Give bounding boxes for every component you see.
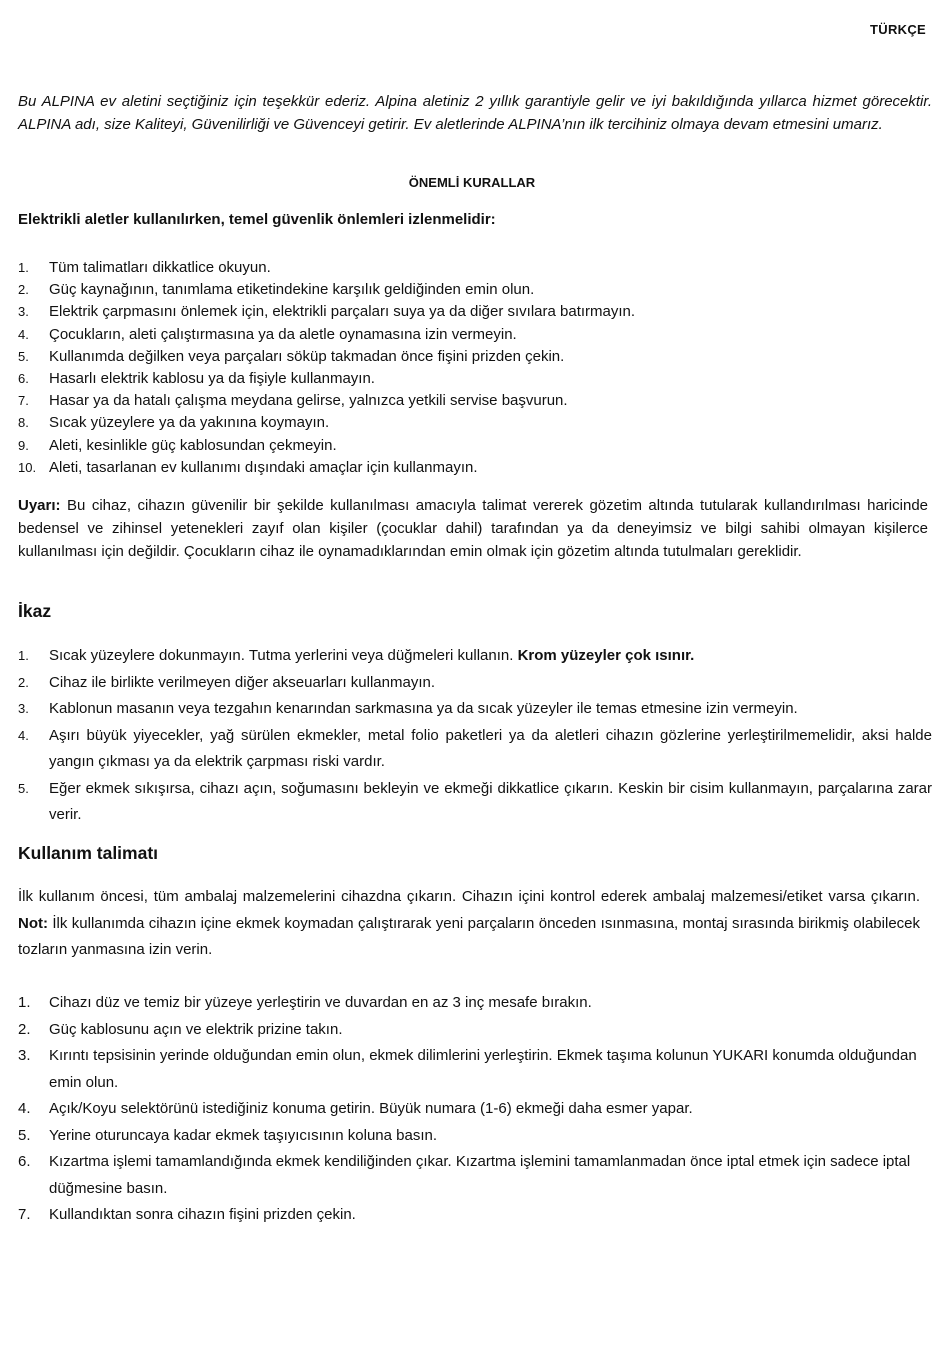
item-text: Cihazı düz ve temiz bir yüzeye yerleştirin ve duvardan en az 3 inç mesafe bırakın. [49, 994, 592, 1011]
list-item [18, 368, 932, 390]
item-text: Açık/Koyu selektörünü istediğiniz konuma getirin. Büyük numara (1-6) ekmeği daha esmer yapar. [49, 1100, 693, 1117]
ikaz-heading: İkaz [18, 601, 52, 621]
ikaz-list [18, 643, 932, 829]
item-text: Kırıntı tepsisinin yerinde olduğundan emin olun, ekmek dilimlerini yerleştirin. Ekmek taşıma kolunun YUKARI konumda olduğundan emin olun. [49, 1047, 917, 1091]
list-item [18, 643, 932, 670]
item-text: Cihaz ile birlikte verilmeyen diğer akseuarları kullanmayın. [49, 673, 435, 691]
list-item [18, 723, 932, 776]
item-number: 7. [18, 1206, 31, 1223]
item-text-bold: Krom yüzeyler çok ısınır. [517, 647, 695, 664]
warning-label: Uyarı: [18, 497, 61, 514]
item-text: Kızartma işlemi tamamlandığında ekmek kendiliğinden çıkar. Kızartma işlemini tamamlanmadan önce iptal etmek için sadece iptal düğmesine basın. [49, 1153, 911, 1197]
item-text: Kablonun masanın veya tezgahın kenarından sarkmasına ya da sıcak yüzeyler ile temas etmesine izin vermeyin. [49, 700, 798, 717]
list-item [18, 1123, 932, 1150]
item-text: Aleti, kesinlikle güç kablosundan çekmeyin. [49, 436, 337, 454]
list-item [18, 390, 932, 412]
item-number: 2. [18, 674, 29, 690]
item-text: Kullanımda değilken veya parçaları söküp takmadan önce fişini prizden çekin. [49, 347, 565, 365]
item-text: Eğer ekmek sıkışırsa, cihazı açın, soğumasını bekleyin ve ekmeği dikkatlice çıkarın. Keskin bir cisim kullanmayın, parçalarına zarar verir. [49, 779, 932, 823]
item-number: 1. [18, 260, 29, 275]
warning-text: Bu cihaz, cihazın güvenilir bir şekilde kullanılması amacıyla talimat vererek gözetim altında tutularak kullandırılması haricinde bedensel ve zihinsel yetenekleri zayıf olan kişiler (çocuklar dahil) tarafından ya da deneyimsiz ve bilgi sahibi olmayan kişilerce kullanılması için değildir. Çocukların cihaz ile oynamadıklarından emin olmak için gözetim altında tutulmaları gereklidir. [18, 497, 928, 560]
item-number: 4. [18, 1100, 31, 1117]
intro-paragraph: Bu ALPINA ev aletini seçtiğiniz için teşekkür ederiz. Alpina aletiniz 2 yıllık garantiyle gelir ve iyi bakıldığında yıllarca hizmet görecektir. ALPINA adı, size Kaliteyi, Güvenilirliği ve Güvenceyi getirir. Ev aletlerinde ALPINA’nın ilk tercihiniz olmaya devam etmesini umarız. [18, 93, 932, 133]
item-number: 1. [18, 994, 31, 1011]
list-item [18, 412, 932, 434]
item-text: Kullandıktan sonra cihazın fişini prizden çekin. [49, 1206, 356, 1223]
note-label: Not: [18, 914, 48, 932]
item-number: 3. [18, 701, 29, 716]
item-number: 3. [18, 304, 29, 320]
item-number: 4. [18, 326, 29, 342]
usage-intro-before: İlk kullanım öncesi, tüm ambalaj malzemelerini cihazdna çıkarın. Cihazın içini kontrol ederek ambalaj malzemesi/etiket varsa çıkarın. [18, 888, 920, 905]
usage-intro-after: İlk kullanımda cihazın içine ekmek koymadan çalıştırarak yeni parçaların önceden ısınmasına, montaj sırasında birikmiş olabilecek tozların yanmasına izin verin. [18, 914, 920, 958]
list-item [18, 346, 932, 368]
item-number: 9. [18, 437, 29, 453]
list-item [18, 279, 932, 301]
warning-paragraph [18, 494, 928, 563]
list-item [18, 324, 932, 346]
item-text: Tüm talimatları dikkatlice okuyun. [49, 259, 271, 276]
item-number: 5. [18, 780, 29, 796]
list-item [18, 435, 932, 457]
item-text: Aşırı büyük yiyecekler, yağ sürülen ekmekler, metal folio paketleri ya da aletleri cihazın gözlerine yerleştirilmemelidir, aksi halde yangın çıkması ya da elektrik çarpması riski vardır. [49, 726, 932, 770]
item-number: 10. [18, 459, 37, 475]
list-item [18, 457, 932, 479]
usage-heading: Kullanım talimatı [18, 843, 159, 863]
list-item [18, 257, 932, 279]
list-item [18, 301, 932, 323]
item-number: 1. [18, 648, 29, 663]
item-text-regular: Sıcak yüzeylere dokunmayın. Tutma yerlerini veya düğmeleri kullanın. [49, 647, 518, 664]
list-item [18, 1043, 932, 1096]
list-item [18, 1017, 932, 1044]
rules-title: ÖNEMLİ KURALLAR [408, 175, 536, 190]
item-text [49, 643, 932, 670]
item-text: Aleti, tasarlanan ev kullanımı dışındaki amaçlar için kullanmayın. [49, 458, 478, 476]
item-number: 2. [18, 1020, 31, 1038]
list-item [18, 1149, 932, 1202]
list-item [18, 696, 932, 723]
item-number: 3. [18, 1047, 31, 1064]
item-number: 7. [18, 393, 29, 409]
list-item [18, 776, 932, 829]
item-text: Çocukların, aleti çalıştırmasına ya da aletle oynamasına izin vermeyin. [49, 325, 517, 343]
item-text: Elektrik çarpmasını önlemek için, elektrikli parçaları suya ya da diğer sıvılara batırmayın. [49, 303, 636, 321]
usage-list [18, 990, 932, 1229]
list-item [18, 1202, 932, 1229]
list-item [18, 670, 932, 697]
item-number: 8. [18, 415, 29, 431]
item-number: 6. [18, 1153, 31, 1170]
item-text: Hasarlı elektrik kablosu ya da fişiyle kullanmayın. [49, 369, 375, 387]
item-text: Güç kaynağının, tanımlama etiketindekine karşılık geldiğinden emin olun. [49, 281, 535, 299]
item-number: 2. [18, 282, 29, 298]
item-number: 4. [18, 727, 29, 743]
language-label: TÜRKÇE [870, 22, 926, 37]
item-number: 6. [18, 370, 29, 386]
item-text: Yerine oturuncaya kadar ekmek taşıyıcısının koluna basın. [49, 1126, 438, 1144]
list-item [18, 990, 932, 1017]
safety-list [18, 257, 932, 479]
item-text: Güç kablosunu açın ve elektrik prizine takın. [49, 1020, 343, 1038]
item-number: 5. [18, 1126, 31, 1144]
item-text: Hasar ya da hatalı çalışma meydana gelirse, yalnızca yetkili servise başvurun. [49, 392, 568, 410]
safety-lead: Elektrikli aletler kullanılırken, temel güvenlik önlemleri izlenmelidir: [18, 211, 496, 228]
item-number: 5. [18, 348, 29, 364]
item-text: Sıcak yüzeylere ya da yakınına koymayın. [49, 414, 330, 432]
list-item [18, 1096, 932, 1123]
usage-intro-paragraph [18, 884, 920, 964]
